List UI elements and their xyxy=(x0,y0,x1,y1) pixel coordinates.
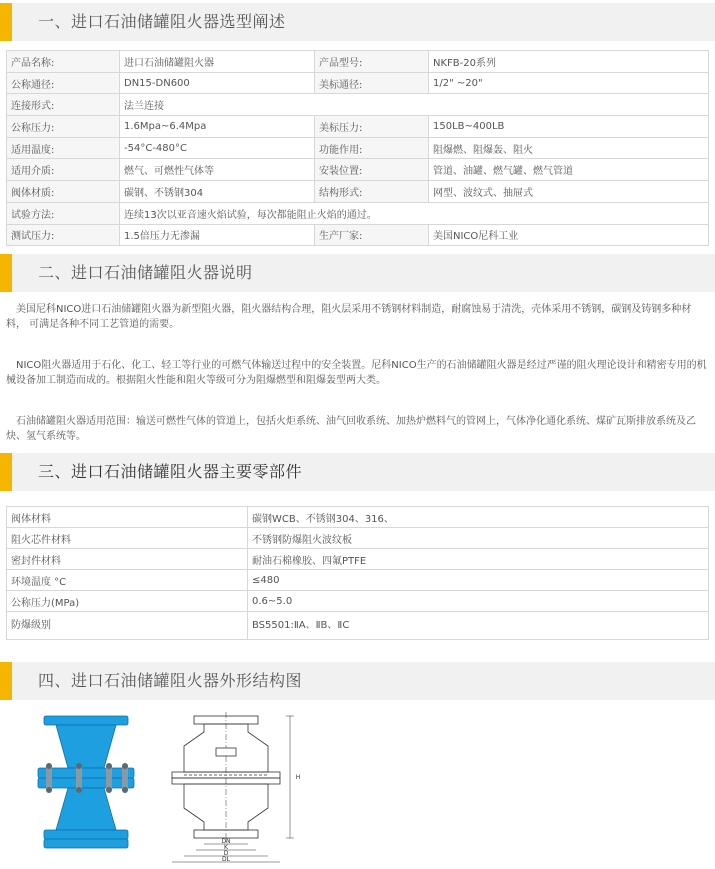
section-accent-bar xyxy=(0,3,12,41)
dimension-label-dn: DN xyxy=(221,838,231,845)
spec-row xyxy=(7,72,709,94)
spec-value: DN15-DN600 xyxy=(120,72,315,94)
spec-row xyxy=(7,202,709,224)
parts-label: 阀体材料 xyxy=(7,507,248,528)
dimension-label-dl: DL xyxy=(222,856,230,863)
spec-value: -54°C-480°C xyxy=(120,137,315,159)
spec-label: 连接形式: xyxy=(7,94,120,116)
spec-row xyxy=(7,51,709,73)
structure-drawing xyxy=(172,712,294,862)
spec-value: 150LB~400LB xyxy=(429,116,709,138)
spec-row xyxy=(7,224,709,246)
spec-value: 进口石油储罐阻火器 xyxy=(120,51,315,73)
parts-row xyxy=(7,549,709,570)
spec-value: 管道、油罐、燃气罐、燃气管道 xyxy=(429,159,709,181)
parts-row xyxy=(7,591,709,612)
section-accent-bar xyxy=(0,254,12,292)
section-title: 二、进口石油储罐阻火器说明 xyxy=(38,263,253,282)
spec-label: 美标压力: xyxy=(315,116,429,138)
parts-label: 密封件材料 xyxy=(7,549,248,570)
parts-label: 防爆级别 xyxy=(7,612,248,640)
spec-label: 美标通径: xyxy=(315,72,429,94)
parts-row xyxy=(7,507,709,528)
spec-label: 适用温度: xyxy=(7,137,120,159)
spec-value: 1.5倍压力无渗漏 xyxy=(120,224,315,246)
spec-value: 法兰连接 xyxy=(120,94,709,116)
spec-label: 结构形式: xyxy=(315,181,429,203)
spec-label: 公称压力: xyxy=(7,116,120,138)
parts-label: 阻火芯件材料 xyxy=(7,528,248,549)
dimension-label-h: H xyxy=(295,774,301,781)
spec-table xyxy=(6,50,709,246)
section-title: 三、进口石油储罐阻火器主要零部件 xyxy=(38,462,303,481)
parts-value: 碳钢WCB、不锈钢304、316、 xyxy=(248,507,709,528)
spec-label: 公称通径: xyxy=(7,72,120,94)
flame-arrestor-photo xyxy=(38,716,134,848)
dimension-label-k: K xyxy=(224,844,228,851)
section-header-description xyxy=(0,254,715,292)
spec-label: 适用介质: xyxy=(7,159,120,181)
section-title: 一、进口石油储罐阻火器选型阐述 xyxy=(38,12,286,31)
description-paragraph-2: NICO阻火器适用于石化、化工、轻工等行业的可燃气体输送过程中的安全装置。尼科NICO生产的石油储罐阻火器是经过严谨的阻火理论设计和精密专用的机械设备加工制造而成的。根据阻火性能和阻火等级可分为阻爆燃型和阻爆轰型两大类。 xyxy=(6,360,707,386)
spec-label: 阀体材质: xyxy=(7,181,120,203)
spec-label: 产品名称: xyxy=(7,51,120,73)
spec-value: 网型、波纹式、抽屉式 xyxy=(429,181,709,203)
spec-row xyxy=(7,159,709,181)
spec-value: NKFB-20系列 xyxy=(429,51,709,73)
section-accent-bar xyxy=(0,662,12,700)
parts-value: ≤480 xyxy=(248,570,709,591)
parts-table xyxy=(6,506,709,640)
section-header-parts xyxy=(0,453,715,491)
spec-row xyxy=(7,137,709,159)
spec-value: 1.6Mpa~6.4Mpa xyxy=(120,116,315,138)
spec-value: 阻爆燃、阻爆轰、阻火 xyxy=(429,137,709,159)
parts-row xyxy=(7,570,709,591)
spec-value: 连续13次以亚音速火焰试验，每次都能阻止火焰的通过。 xyxy=(120,202,709,224)
description-paragraph-3: 石油储罐阻火器适用范围：输送可燃性气体的管道上，包括火炬系统、油气回收系统、加热炉燃料气的管网上，气体净化通化系统、煤矿瓦斯排放系统及乙炔、氢气系统等。 xyxy=(6,416,696,442)
spec-value: 美国NICO尼科工业 xyxy=(429,224,709,246)
spec-label: 试验方法: xyxy=(7,202,120,224)
parts-value: 不锈钢防爆阻火波纹板 xyxy=(248,528,709,549)
parts-label: 环境温度 °C xyxy=(7,570,248,591)
description-paragraph-1: 美国尼科NICO进口石油储罐阻火器为新型阻火器，阻火器结构合理，阻火层采用不锈钢材料制造，耐腐蚀易于清洗，壳体采用不锈钢，碳钢及铸钢多种材料， 可满足各种不同工艺管道的需要。 xyxy=(6,304,692,330)
spec-label: 功能作用: xyxy=(315,137,429,159)
spec-value: 碳钢、不锈钢304 xyxy=(120,181,315,203)
section-header-selection xyxy=(0,3,715,41)
section-title: 四、进口石油储罐阻火器外形结构图 xyxy=(38,671,303,690)
spec-label: 生产厂家: xyxy=(315,224,429,246)
parts-label: 公称压力(MPa) xyxy=(7,591,248,612)
structure-figures xyxy=(30,712,320,866)
parts-value: 0.6~5.0 xyxy=(248,591,709,612)
spec-label: 安装位置: xyxy=(315,159,429,181)
dimension-label-d: D xyxy=(223,850,229,857)
spec-label: 产品型号: xyxy=(315,51,429,73)
spec-row xyxy=(7,94,709,116)
spec-row xyxy=(7,181,709,203)
spec-row xyxy=(7,116,709,138)
parts-row xyxy=(7,612,709,640)
section-header-structure xyxy=(0,662,715,700)
parts-value: BS5501:ⅡA、ⅡB、ⅡC xyxy=(248,612,709,640)
spec-label: 测试压力: xyxy=(7,224,120,246)
spec-value: 燃气、可燃性气体等 xyxy=(120,159,315,181)
parts-row xyxy=(7,528,709,549)
section-accent-bar xyxy=(0,453,12,491)
spec-value: 1/2" ~20" xyxy=(429,72,709,94)
parts-value: 耐油石棉橡胶、四氟PTFE xyxy=(248,549,709,570)
